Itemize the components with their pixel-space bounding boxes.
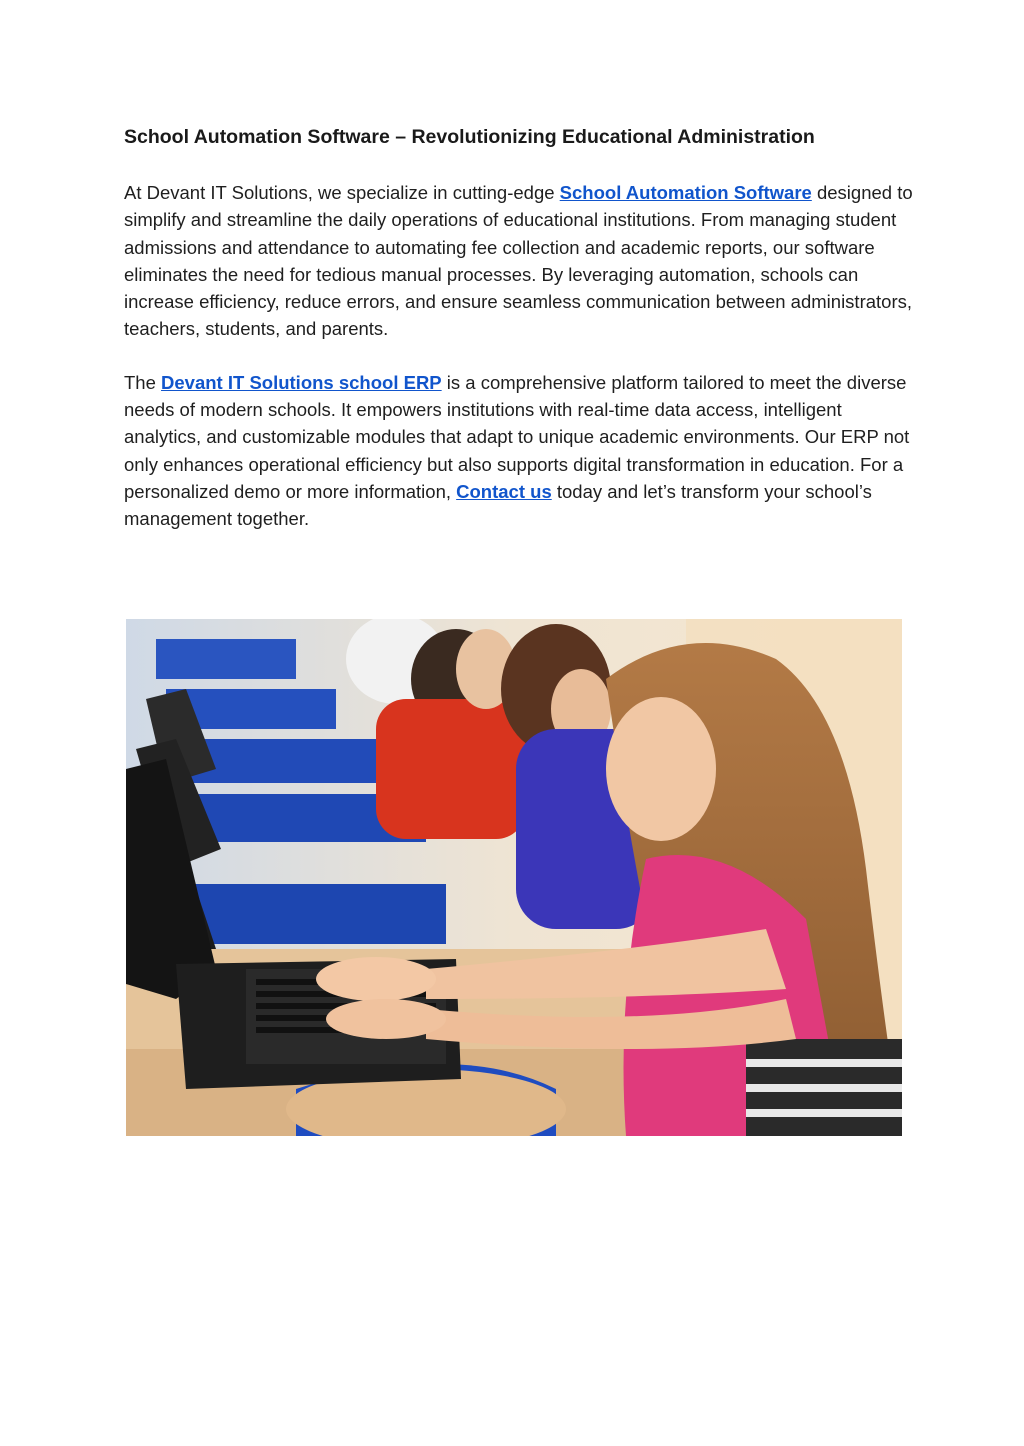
- photo-students-laptops-icon: [126, 619, 902, 1136]
- contact-us-link[interactable]: Contact us: [456, 480, 552, 502]
- school-automation-software-link[interactable]: School Automation Software: [559, 182, 812, 203]
- paragraph-erp-text-end: today and let’s transform your school’s management together.: [124, 480, 872, 530]
- devant-school-erp-link[interactable]: Devant IT Solutions school ERP: [161, 371, 442, 393]
- paragraph-intro-text-start: At Devant IT Solutions, we specialize in cutting-edge: [124, 182, 560, 203]
- paragraph-intro: [124, 179, 914, 343]
- document-title: School Automation Software – Revolutionizing Educational Administration: [124, 126, 815, 148]
- students-laptop-photo: [126, 619, 902, 1136]
- paragraph-erp-text-start: The: [124, 371, 162, 393]
- paragraph-intro-text-end: designed to simplify and streamline the daily operations of educational institutions. From managing student admissions and attendance to automating fee collection and academic reports, our software eliminates the need for tedious manual processes. By leveraging automation, schools can increase efficiency, reduce errors, and ensure seamless communication between administrators, teachers, students, and parents.: [124, 182, 913, 340]
- document-body: [124, 122, 914, 559]
- paragraph-erp: [124, 369, 914, 533]
- paragraph-erp-text-middle: is a comprehensive platform tailored to meet the diverse needs of modern schools. It empowers institutions with real-time data access, intelligent analytics, and customizable modules that adapt to unique academic environments. Our ERP not only enhances operational efficiency but also supports digital transformation in education. For a personalized demo or more information,: [124, 371, 910, 502]
